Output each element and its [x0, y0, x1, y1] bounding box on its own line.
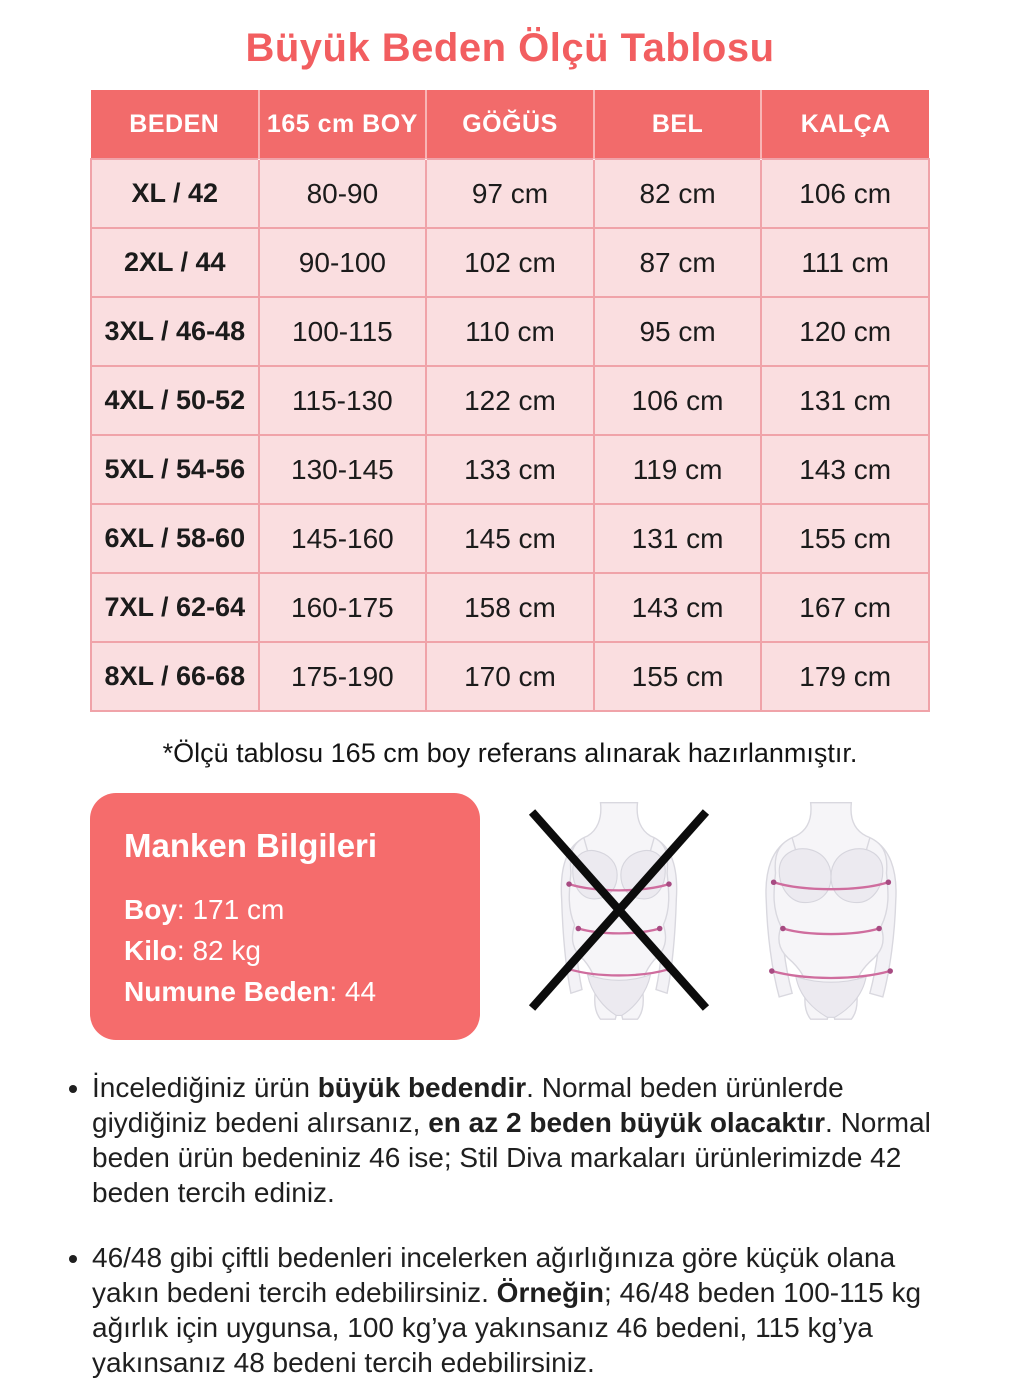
measurement-cell: 110 cm: [426, 297, 594, 366]
column-header: BEL: [594, 90, 762, 159]
table-row: [91, 504, 929, 573]
table-row: [91, 297, 929, 366]
measurement-cell: 133 cm: [426, 435, 594, 504]
table-row: [91, 573, 929, 642]
measurement-cell: 115-130: [259, 366, 427, 435]
column-header: KALÇA: [761, 90, 929, 159]
measurement-cell: 100-115: [259, 297, 427, 366]
size-table-body: [91, 159, 929, 711]
measurement-cell: 130-145: [259, 435, 427, 504]
column-header: 165 cm BOY: [259, 90, 427, 159]
measurement-cell: 87 cm: [594, 228, 762, 297]
measurement-cell: 143 cm: [594, 573, 762, 642]
column-header: GÖĞÜS: [426, 90, 594, 159]
table-row: [91, 435, 929, 504]
note-item: • İncelediğiniz ürün büyük bedendir. Normal beden ürünlerde giydiğiniz bedeni alırsanız, en az 2 beden büyük olacaktır. Normal beden ürün bedeniniz 46 ise; Stil Diva markaları ürünlerimizde 42 beden tercih ediniz.: [92, 1070, 940, 1210]
measurement-cell: 102 cm: [426, 228, 594, 297]
size-label-cell: 8XL / 66-68: [91, 642, 259, 711]
measurement-cell: 155 cm: [761, 504, 929, 573]
size-label-cell: 4XL / 50-52: [91, 366, 259, 435]
page-title: Büyük Beden Ölçü Tablosu: [245, 26, 775, 70]
table-row: [91, 366, 929, 435]
measurement-cell: 111 cm: [761, 228, 929, 297]
measurement-cell: 145 cm: [426, 504, 594, 573]
measurement-cell: 179 cm: [761, 642, 929, 711]
measurement-cell: 131 cm: [761, 366, 929, 435]
measurement-cell: 119 cm: [594, 435, 762, 504]
model-section: [90, 793, 1020, 1040]
model-info-card: [90, 793, 480, 1040]
table-row: [91, 159, 929, 228]
model-info-line: Kilo: 82 kg: [124, 935, 261, 966]
measurement-cell: 143 cm: [761, 435, 929, 504]
model-info-line: Boy: 171 cm: [124, 894, 285, 925]
measurement-cell: 95 cm: [594, 297, 762, 366]
size-label-cell: 3XL / 46-48: [91, 297, 259, 366]
table-row: [91, 228, 929, 297]
measurement-cell: 106 cm: [761, 159, 929, 228]
size-label-cell: 5XL / 54-56: [91, 435, 259, 504]
measurement-cell: 80-90: [259, 159, 427, 228]
measurement-cell: 175-190: [259, 642, 427, 711]
note-item: • 46/48 gibi çiftli bedenleri incelerken ağırlığınıza göre küçük olana yakın bedeni tercih edebilirsiniz. Örneğin; 46/48 beden 100-115 kg ağırlık için uygunsa, 100 kg’ya yakınsanız 46 bedeni, 115 kg’ya yakınsanız 48 bedeni tercih edebilirsiniz.: [92, 1240, 940, 1380]
measurement-cell: 90-100: [259, 228, 427, 297]
measurement-cell: 131 cm: [594, 504, 762, 573]
model-info-line: Numune Beden: 44: [124, 976, 377, 1007]
size-label-cell: 6XL / 58-60: [91, 504, 259, 573]
plus-size-body-with-measurements-icon: [732, 799, 930, 1021]
body-figures: [520, 793, 930, 1021]
measurement-cell: 106 cm: [594, 366, 762, 435]
size-label-cell: 2XL / 44: [91, 228, 259, 297]
notes-list: [66, 1070, 940, 1380]
measurement-cell: 170 cm: [426, 642, 594, 711]
measurement-cell: 167 cm: [761, 573, 929, 642]
measurement-cell: 82 cm: [594, 159, 762, 228]
measurement-cell: 97 cm: [426, 159, 594, 228]
measurement-cell: 120 cm: [761, 297, 929, 366]
measurement-cell: 145-160: [259, 504, 427, 573]
table-header-row: [91, 90, 929, 159]
measurement-cell: 122 cm: [426, 366, 594, 435]
model-info-lines: [124, 889, 450, 1012]
measurement-cell: 160-175: [259, 573, 427, 642]
table-row: [91, 642, 929, 711]
column-header: BEDEN: [91, 90, 259, 159]
size-label-cell: 7XL / 62-64: [91, 573, 259, 642]
crossed-out-slim-body-icon: [520, 799, 718, 1021]
measurement-cell: 158 cm: [426, 573, 594, 642]
size-table: [90, 90, 930, 712]
measurement-cell: 155 cm: [594, 642, 762, 711]
size-label-cell: XL / 42: [91, 159, 259, 228]
footnote: *Ölçü tablosu 165 cm boy referans alınarak hazırlanmıştır.: [162, 738, 858, 768]
model-info-title: Manken Bilgileri: [124, 827, 378, 864]
